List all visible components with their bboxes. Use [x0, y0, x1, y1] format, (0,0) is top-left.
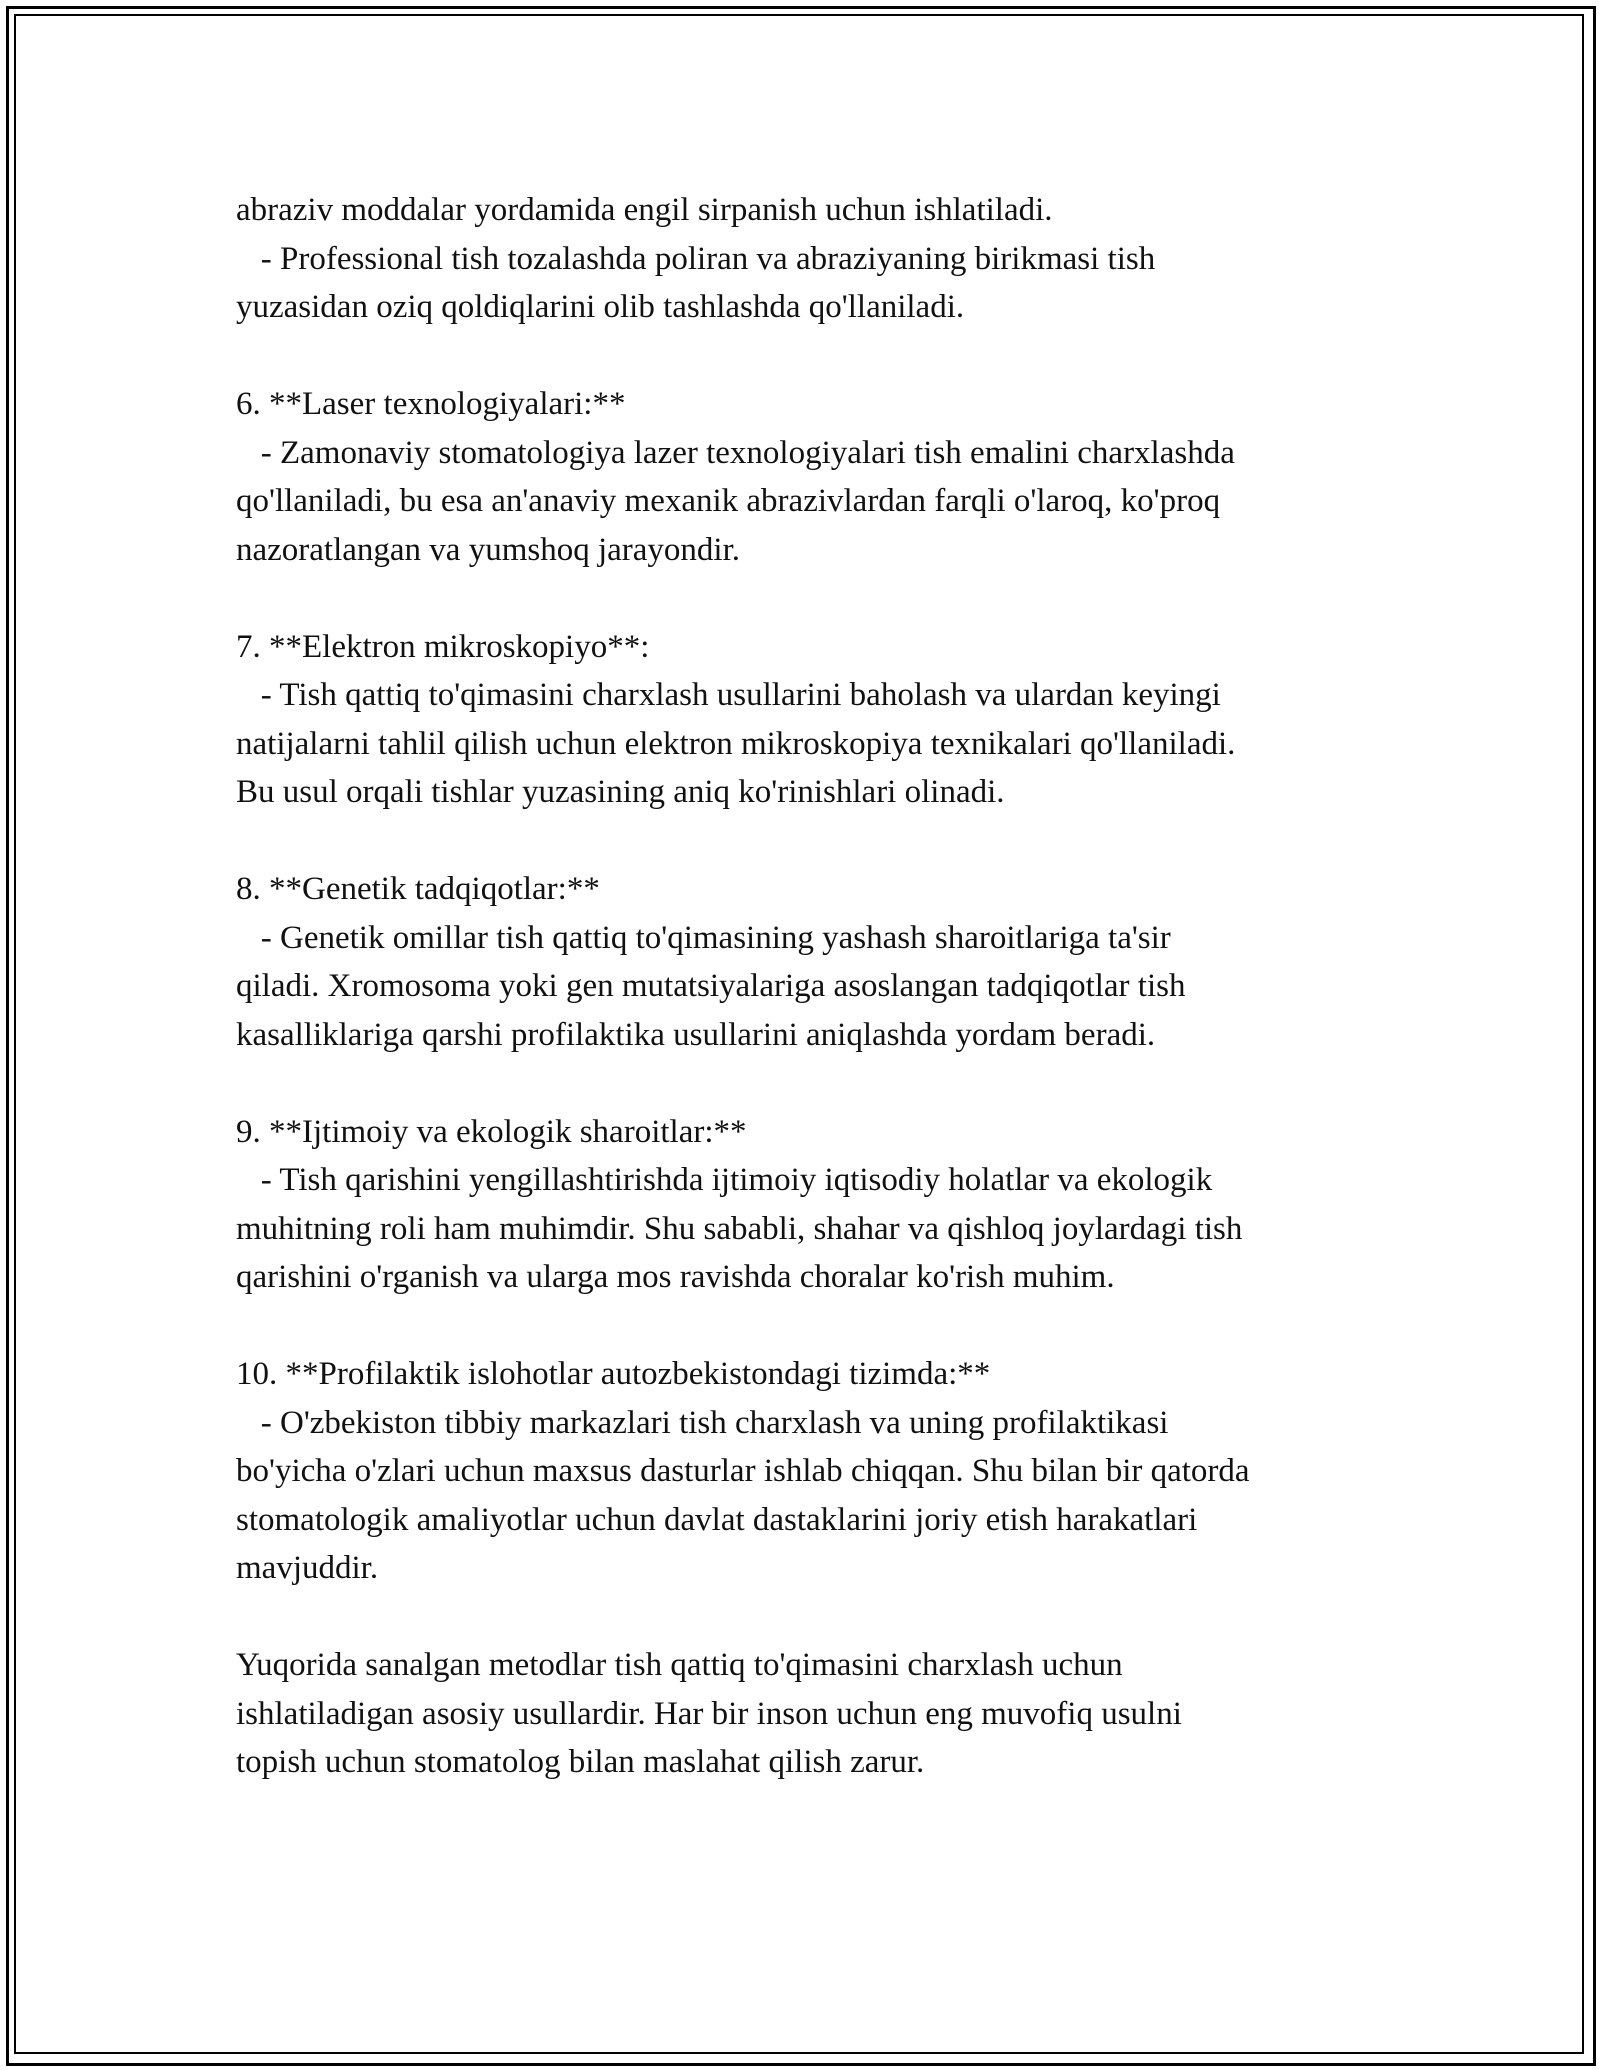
text-line: - Professional tish tozalashda poliran va abraziyaning birikmasi tish: [236, 240, 1156, 277]
section-10-prophylactic-reforms: [236, 1350, 1376, 1593]
section-heading: 7. **Elektron mikroskopiyo**:: [236, 628, 650, 665]
text-line: - Zamonaviy stomatologiya lazer texnologiyalari tish emalini charxlashda: [236, 434, 1235, 471]
text-line: bo'yicha o'zlari uchun maxsus dasturlar ishlab chiqqan. Shu bilan bir qatorda: [236, 1453, 1250, 1489]
text-line: - O'zbekiston tibbiy markazlari tish charxlash va uning profilaktikasi: [236, 1404, 1169, 1441]
text-line: qiladi. Xromosoma yoki gen mutatsiyalariga asoslangan tadqiqotlar tish: [236, 968, 1186, 1004]
text-line: kasalliklariga qarshi profilaktika usullarini aniqlashda yordam beradi.: [236, 1016, 1156, 1053]
text-line: muhitning roli ham muhimdir. Shu sababli, shahar va qishloq joylardagi tish: [236, 1210, 1243, 1247]
text-line: - Tish qarishini yengillashtirishda ijtimoiy iqtisodiy holatlar va ekologik: [236, 1162, 1213, 1198]
text-line: qarishini o'rganish va ularga mos ravishda choralar ko'rish muhim.: [236, 1259, 1115, 1295]
paragraph-gap: [236, 1059, 1376, 1108]
paragraph-abrasive-continuation: [236, 186, 1376, 332]
text-line: abraziv moddalar yordamida engil sirpanish uchun ishlatiladi.: [236, 192, 1053, 228]
paragraph-gap: [236, 574, 1376, 623]
section-heading: 8. **Genetik tadqiqotlar:**: [236, 871, 600, 907]
text-line: - Tish qattiq to'qimasini charxlash usullarini baholash va ulardan keyingi: [236, 677, 1221, 713]
paragraph-gap: [236, 817, 1376, 866]
paragraph-gap: [236, 1593, 1376, 1642]
text-line: topish uchun stomatolog bilan maslahat qilish zarur.: [236, 1744, 925, 1780]
paragraph-gap: [236, 1302, 1376, 1351]
text-line: ishlatiladigan asosiy usullardir. Har bir inson uchun eng muvofiq usulni: [236, 1695, 1182, 1732]
section-7-electron-microscopy: [236, 623, 1376, 817]
text-line: mavjuddir.: [236, 1550, 379, 1586]
text-line: natijalarni tahlil qilish uchun elektron mikroskopiya texnikalari qo'llaniladi.: [236, 725, 1236, 762]
section-heading: 6. **Laser texnologiyalari:**: [236, 386, 626, 422]
paragraph-gap: [236, 332, 1376, 381]
text-line: yuzasidan oziq qoldiqlarini olib tashlashda qo'llaniladi.: [236, 289, 965, 325]
text-line: qo'llaniladi, bu esa an'anaviy mexanik abrazivlardan farqli o'laroq, ko'proq: [236, 483, 1221, 519]
text-line: stomatologik amaliyotlar uchun davlat dastaklarini joriy etish harakatlari: [236, 1501, 1198, 1538]
text-line: Bu usul orqali tishlar yuzasining aniq ko'rinishlari olinadi.: [236, 774, 1005, 810]
conclusion-paragraph: [236, 1641, 1376, 1787]
section-9-social-ecological: [236, 1108, 1376, 1302]
section-heading: 10. **Profilaktik islohotlar autozbekistondagi tizimda:**: [236, 1356, 991, 1392]
section-heading: 9. **Ijtimoiy va ekologik sharoitlar:**: [236, 1113, 747, 1150]
text-line: nazoratlangan va yumshoq jarayondir.: [236, 531, 741, 568]
text-line: Yuqorida sanalgan metodlar tish qattiq to'qimasini charxlash uchun: [236, 1647, 1123, 1683]
text-line: - Genetik omillar tish qattiq to'qimasining yashash sharoitlariga ta'sir: [236, 919, 1171, 956]
section-6-laser: [236, 380, 1376, 574]
document-body: [236, 186, 1376, 1787]
section-8-genetic-research: [236, 865, 1376, 1059]
